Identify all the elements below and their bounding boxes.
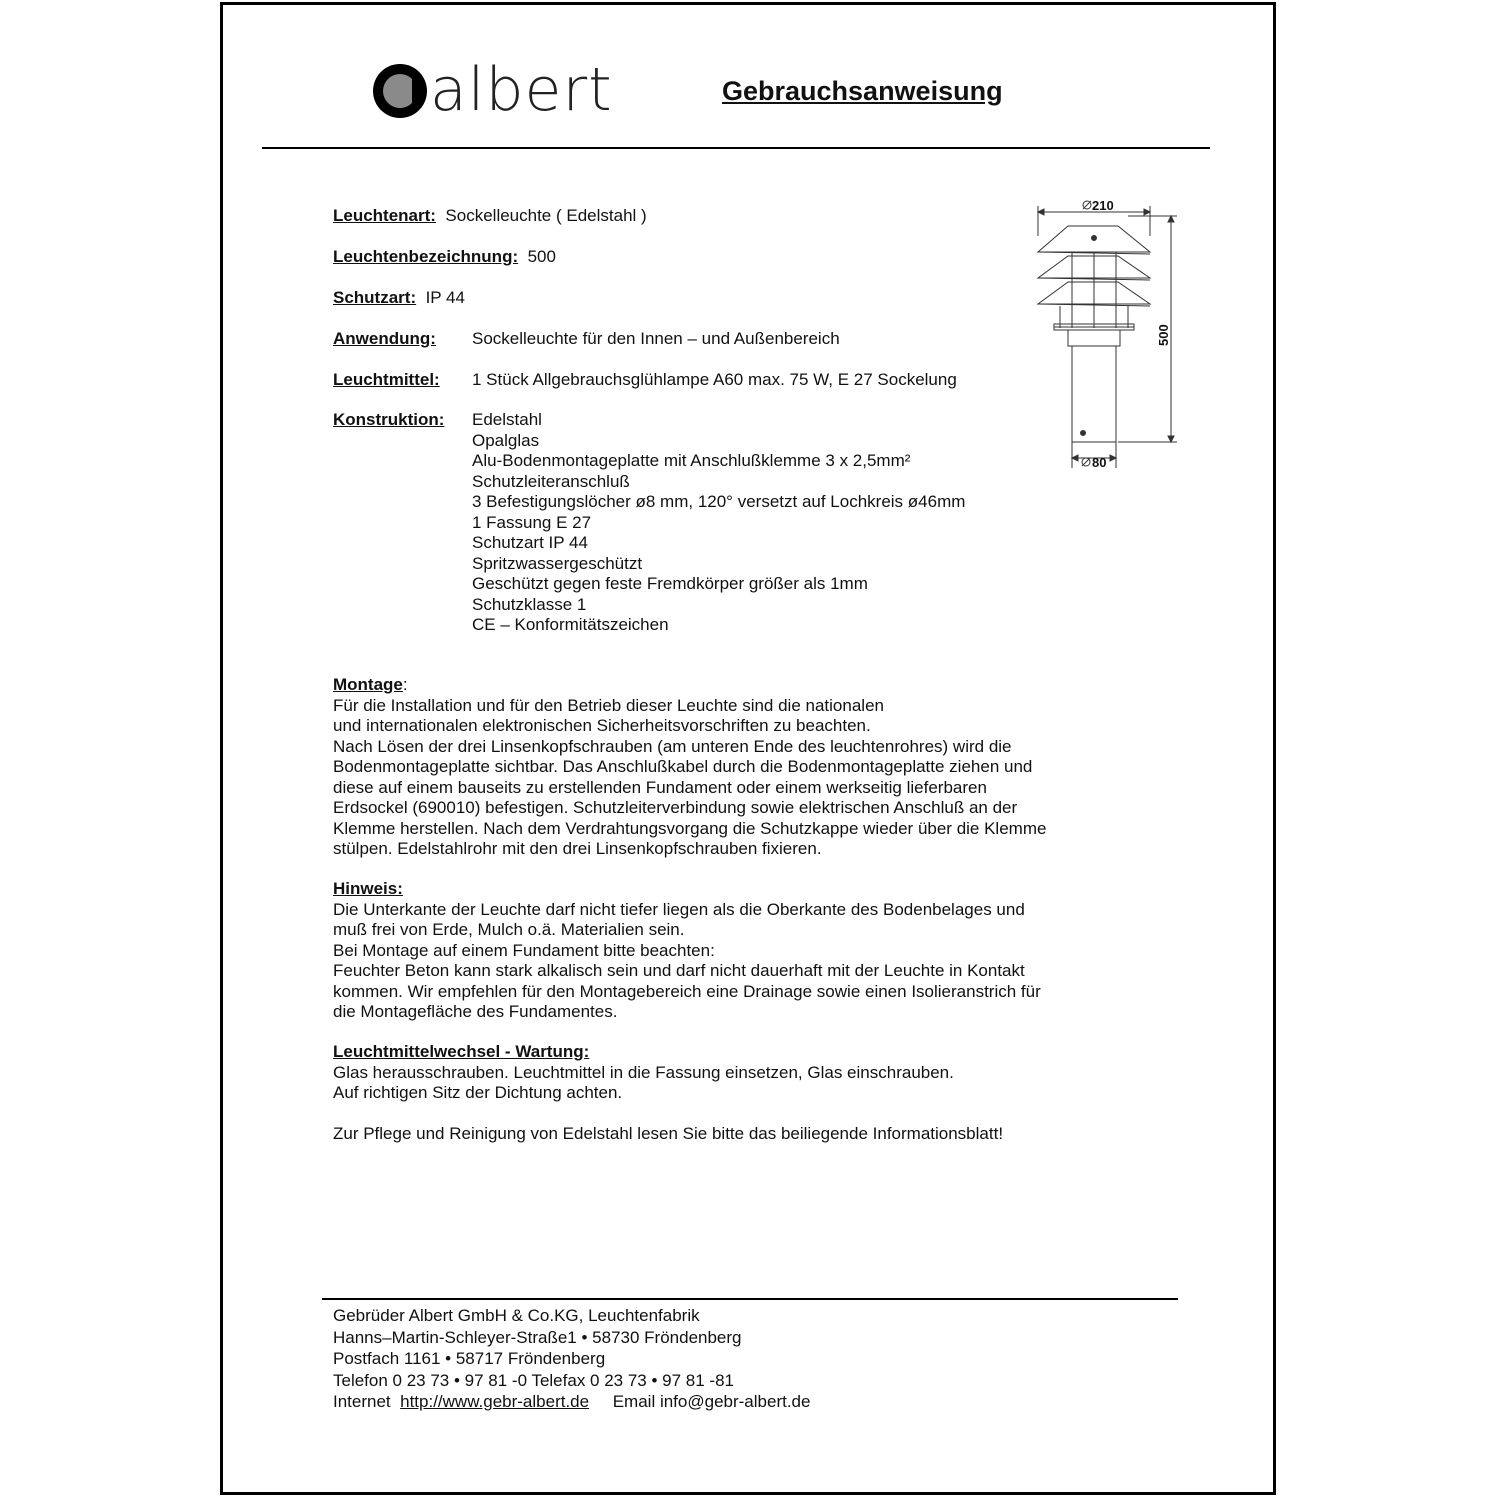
text-line: kommen. Wir empfehlen für den Montagebereich eine Drainage sowie einen Isolieranstrich für bbox=[333, 981, 1041, 1001]
text-line: Klemme herstellen. Nach dem Verdrahtungsvorgang die Schutzkappe wieder über die Klemme bbox=[333, 818, 1047, 838]
text-line: stülpen. Edelstahlrohr mit den drei Linsenkopfschrauben fixieren. bbox=[333, 839, 822, 858]
footer-email[interactable]: Email info@gebr-albert.de bbox=[612, 1392, 811, 1411]
text-line: Glas herausschrauben. Leuchtmittel in die Fassung einsetzen, Glas einschrauben. bbox=[333, 1062, 954, 1082]
footer-divider bbox=[322, 1298, 1178, 1300]
spec-label: Anwendung: bbox=[333, 329, 436, 348]
spec-leuchtenart bbox=[333, 206, 647, 227]
text-line: diese auf einem bauseits zu erstellenden Fundament oder einem werkseitig lieferbaren bbox=[333, 777, 987, 797]
text-line: und internationalen elektronischen Sicherheitsvorschriften zu beachten. bbox=[333, 716, 871, 735]
section-heading: Hinweis: bbox=[333, 879, 403, 898]
list-item: Alu-Bodenmontageplatte mit Anschlußklemme 3 x 2,5mm² bbox=[472, 451, 911, 470]
text-line: Nach Lösen der drei Linsenkopfschrauben (am unteren Ende des leuchtenrohres) wird die bbox=[333, 736, 1012, 756]
text-line: Bei Montage auf einem Fundament bitte beachten: bbox=[333, 940, 715, 960]
spec-value: 1 Stück Allgebrauchsglühlampe A60 max. 75 W, E 27 Sockelung bbox=[472, 370, 957, 389]
footer-address: Hanns–Martin-Schleyer-Straße1 • 58730 Fröndenberg bbox=[333, 1327, 742, 1347]
spec-label: Konstruktion: bbox=[333, 410, 445, 429]
logo-wordmark: albert bbox=[430, 55, 613, 125]
text-line: Feuchter Beton kann stark alkalisch sein und darf nicht dauerhaft mit der Leuchte in Kontakt bbox=[333, 961, 1025, 980]
list-item: 3 Befestigungslöcher ø8 mm, 120° versetzt auf Lochkreis ø46mm bbox=[472, 492, 966, 511]
list-item: Opalglas bbox=[472, 430, 540, 450]
page-title: Gebrauchsanweisung bbox=[722, 76, 1003, 106]
dim-height-label: 500 bbox=[1156, 324, 1171, 346]
text-line: Bodenmontageplatte sichtbar. Das Anschlußkabel durch die Bodenmontageplatte ziehen und bbox=[333, 757, 1033, 776]
footer-company: Gebrüder Albert GmbH & Co.KG, Leuchtenfabrik bbox=[333, 1306, 700, 1325]
section-heading: Leuchtmittelwechsel - Wartung: bbox=[333, 1042, 590, 1061]
dim-top-label: 210 bbox=[1092, 198, 1114, 213]
lamp-drawing bbox=[1032, 196, 1182, 476]
list-item: Schutzleiteranschluß bbox=[472, 471, 630, 491]
spec-value: IP 44 bbox=[425, 288, 465, 307]
list-item: Edelstahl bbox=[472, 410, 542, 429]
spec-label: Leuchtenart: bbox=[333, 206, 436, 225]
spec-value: 500 bbox=[527, 247, 556, 266]
footer-internet bbox=[333, 1391, 810, 1413]
website-link[interactable]: http://www.gebr-albert.de bbox=[400, 1392, 590, 1411]
footer-postfach: Postfach 1161 • 58717 Fröndenberg bbox=[333, 1349, 606, 1368]
list-item: Schutzklasse 1 bbox=[472, 594, 587, 614]
spec-label: Leuchtmittel: bbox=[333, 370, 440, 389]
pflege-note: Zur Pflege und Reinigung von Edelstahl lesen Sie bitte das beiliegende Informationsblatt! bbox=[333, 1124, 1004, 1143]
text-line: muß frei von Erde, Mulch o.ä. Materialien sein. bbox=[333, 920, 685, 939]
text-line: Für die Installation und für den Betrieb dieser Leuchte sind die nationalen bbox=[333, 695, 884, 715]
text-line: die Montagefläche des Fundamentes. bbox=[333, 1002, 618, 1021]
heading-suffix: : bbox=[402, 675, 408, 694]
spec-bezeichnung bbox=[333, 247, 556, 268]
spec-label: Schutzart: bbox=[333, 288, 417, 307]
montage-heading bbox=[333, 675, 1046, 696]
hinweis-section bbox=[333, 879, 1041, 1023]
albert-logo bbox=[372, 55, 613, 125]
spec-schutzart bbox=[333, 288, 465, 309]
spec-value: Sockelleuchte ( Edelstahl ) bbox=[445, 206, 647, 225]
dim-bottom-label: 80 bbox=[1092, 455, 1107, 470]
list-item: Geschützt gegen feste Fremdkörper größer als 1mm bbox=[472, 574, 868, 593]
wechsel-section bbox=[333, 1042, 954, 1104]
footer bbox=[333, 1305, 810, 1413]
spec-value: Sockelleuchte für den Innen – und Außenbereich bbox=[472, 329, 840, 348]
list-item: Spritzwassergeschützt bbox=[472, 553, 643, 573]
header-divider bbox=[262, 147, 1210, 149]
footer-phone: Telefon 0 23 73 • 97 81 -0 Telefax 0 23 73 • 97 81 -81 bbox=[333, 1370, 734, 1390]
section-heading: Montage bbox=[333, 675, 403, 694]
text-line: Die Unterkante der Leuchte darf nicht tiefer liegen als die Oberkante des Bodenbelages und bbox=[333, 899, 1025, 919]
internet-label: Internet bbox=[333, 1392, 391, 1411]
montage-section bbox=[333, 675, 1046, 860]
text-line: Erdsockel (690010) befestigen. Schutzleiterverbindung sowie elektrischen Anschluß an der bbox=[333, 798, 1018, 817]
logo-circle-icon bbox=[372, 62, 432, 122]
spec-label: Leuchtenbezeichnung: bbox=[333, 247, 519, 266]
list-item: Schutzart IP 44 bbox=[472, 533, 588, 552]
konstruktion-list bbox=[472, 410, 965, 636]
text-line: Auf richtigen Sitz der Dichtung achten. bbox=[333, 1083, 623, 1102]
list-item: CE – Konformitätszeichen bbox=[472, 615, 669, 634]
list-item: 1 Fassung E 27 bbox=[472, 512, 592, 532]
